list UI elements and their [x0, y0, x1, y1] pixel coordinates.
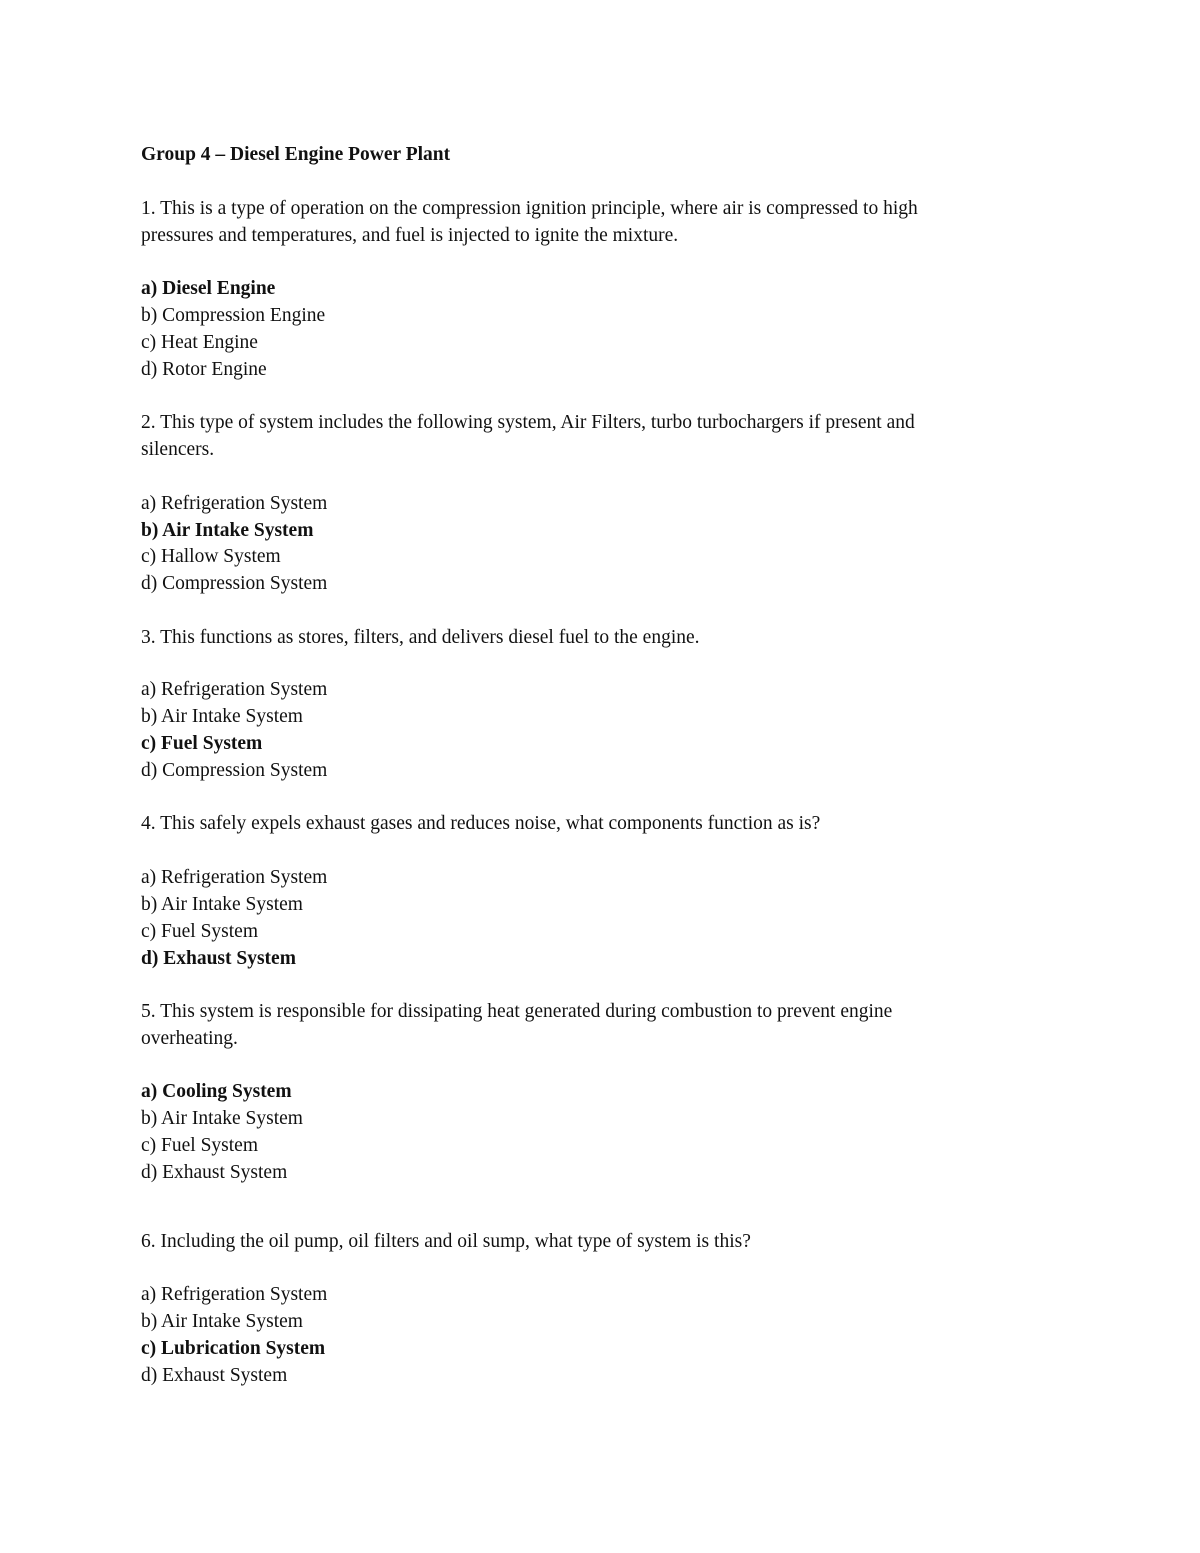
question-2-prompt-line-1: 2. This type of system includes the following system, Air Filters, turbo turbochargers if present and [141, 412, 915, 433]
question-2-option-a: a) Refrigeration System [141, 493, 328, 514]
question-2-option-c: c) Hallow System [141, 546, 281, 567]
question-3-option-d: d) Compression System [141, 760, 328, 781]
question-5-option-b: b) Air Intake System [141, 1108, 303, 1129]
question-3-option-a: a) Refrigeration System [141, 679, 328, 700]
question-6-option-b: b) Air Intake System [141, 1311, 303, 1332]
question-5-option-a-answer: a) Cooling System [141, 1081, 292, 1102]
question-3-option-c-answer: c) Fuel System [141, 733, 263, 754]
question-2-option-b-answer: b) Air Intake System [141, 520, 314, 541]
question-5-option-c: c) Fuel System [141, 1135, 258, 1156]
question-1-prompt-line-1: 1. This is a type of operation on the compression ignition principle, where air is compressed to high [141, 198, 918, 219]
question-4-option-a: a) Refrigeration System [141, 867, 328, 888]
question-5-prompt-line-1: 5. This system is responsible for dissipating heat generated during combustion to prevent engine [141, 1001, 893, 1022]
question-5-prompt-line-2: overheating. [141, 1028, 238, 1049]
question-3-option-b: b) Air Intake System [141, 706, 303, 727]
question-4-option-b: b) Air Intake System [141, 894, 303, 915]
question-6-option-c-answer: c) Lubrication System [141, 1338, 326, 1359]
question-2-option-d: d) Compression System [141, 573, 328, 594]
question-2-prompt-line-2: silencers. [141, 439, 215, 460]
question-4-option-d-answer: d) Exhaust System [141, 948, 296, 969]
question-1-option-c: c) Heat Engine [141, 332, 258, 353]
question-4-prompt-line-1: 4. This safely expels exhaust gases and reduces noise, what components function as is? [141, 813, 821, 834]
question-1-prompt-line-2: pressures and temperatures, and fuel is injected to ignite the mixture. [141, 225, 679, 246]
question-6-option-a: a) Refrigeration System [141, 1284, 328, 1305]
question-3-prompt-line-1: 3. This functions as stores, filters, and delivers diesel fuel to the engine. [141, 627, 700, 648]
question-1-option-d: d) Rotor Engine [141, 359, 267, 380]
question-6-option-d: d) Exhaust System [141, 1365, 288, 1386]
question-4-option-c: c) Fuel System [141, 921, 258, 942]
question-5-option-d: d) Exhaust System [141, 1162, 288, 1183]
document-title: Group 4 – Diesel Engine Power Plant [141, 144, 451, 165]
question-1-option-b: b) Compression Engine [141, 305, 326, 326]
question-1-option-a-answer: a) Diesel Engine [141, 278, 276, 299]
question-6-prompt-line-1: 6. Including the oil pump, oil filters and oil sump, what type of system is this? [141, 1231, 751, 1252]
